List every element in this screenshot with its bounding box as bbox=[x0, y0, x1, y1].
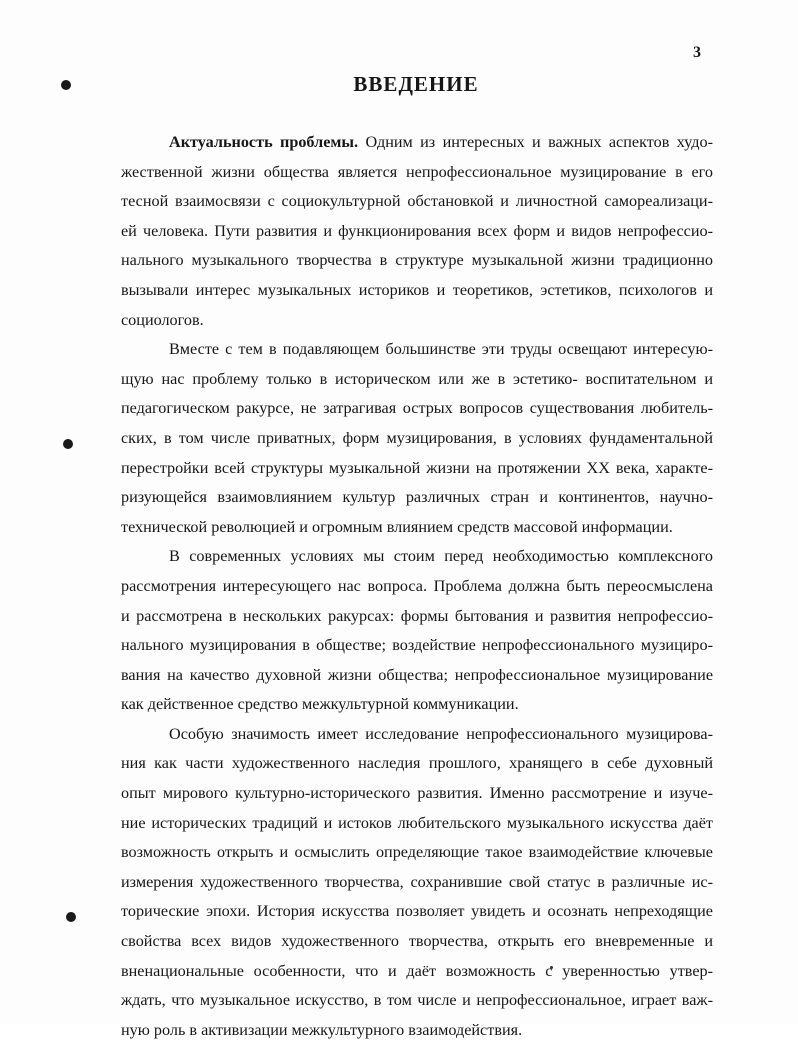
paragraph-lead: Актуальность проблемы. bbox=[169, 133, 359, 151]
text-line: торические эпохи. История искусства позволяет увидеть и осознать непреходящие bbox=[121, 902, 713, 921]
text-line: возможность открыть и осмыслить определяющие такое взаимодействие ключевые bbox=[121, 843, 713, 862]
text-line: ских, в том числе приватных, форм музицирования, в условиях фундаментальной bbox=[121, 428, 713, 447]
text-line: Вместе с тем в подавляющем большинстве эти труды освещают интересую- bbox=[169, 340, 713, 359]
text-line: жественной жизни общества является непрофессиональное музицирование в его bbox=[121, 162, 713, 181]
text-line: и рассмотрена в нескольких ракурсах: формы бытования и развития непрофессио- bbox=[121, 606, 713, 625]
text-line: перестройки всей структуры музыкальной жизни на протяжении XX века, характе- bbox=[121, 458, 713, 477]
text-line: ей человека. Пути развития и функционирования всех форм и видов непрофессио- bbox=[121, 221, 713, 240]
binder-hole-mark bbox=[63, 439, 73, 449]
text-line: щую нас проблему только в историческом или же в эстетико- воспитательном и bbox=[121, 369, 713, 388]
text-line: Актуальность проблемы. Одним из интересных и важных аспектов худо- bbox=[169, 133, 713, 151]
text-line: ждать, что музыкальное искусство, в том числе и непрофессиональное, играет важ- bbox=[121, 991, 713, 1010]
text-line: ния как части художественного наследия прошлого, хранящего в себе духовный bbox=[121, 754, 713, 773]
text-line: ризующейся взаимовлиянием культур различных стран и континентов, научно- bbox=[121, 488, 713, 507]
page-number: 3 bbox=[693, 44, 701, 61]
text-line: В современных условиях мы стоим перед необходимостью комплексного bbox=[169, 547, 713, 566]
binder-hole-mark bbox=[66, 912, 76, 922]
text-line: свойства всех видов художественного творчества, открыть его вневременные и bbox=[121, 932, 713, 951]
page-title: ВВЕДЕНИЕ bbox=[353, 72, 479, 96]
text-line: технической революцией и огромным влиянием средств массовой информации. bbox=[121, 517, 673, 536]
text-line: ную роль в активизации межкультурного взаимодействия. bbox=[121, 1020, 523, 1039]
text-line: Особую значимость имеет исследование непрофессионального музицирова- bbox=[169, 724, 713, 743]
text-line: нального музыкального творчества в структуре музыкальной жизни традиционно bbox=[121, 251, 713, 270]
text-line: вызывали интерес музыкальных историков и теоретиков, эстетиков, психологов и bbox=[121, 280, 713, 299]
text-line: нального музицирования в обществе; воздействие непрофессионального музициро- bbox=[121, 636, 713, 655]
text-line: вненациональные особенности, что и даёт возможность с уверенностью утвер- bbox=[121, 961, 713, 980]
text-line: рассмотрения интересующего нас вопроса. Проблема должна быть переосмыслена bbox=[121, 576, 713, 595]
body-text bbox=[121, 128, 713, 1045]
text-line: вания на качество духовной жизни общества; непрофессиональное музицирование bbox=[121, 665, 713, 684]
text-line: педагогическом ракурсе, не затрагивая острых вопросов существования любитель- bbox=[121, 399, 713, 418]
text-line: как действенное средство межкультурной коммуникации. bbox=[121, 695, 519, 714]
text-line: ние исторических традиций и истоков любительского музыкального искусства даёт bbox=[121, 813, 713, 832]
text-line: тесной взаимосвязи с социокультурной обстановкой и личностной самореализаци- bbox=[121, 192, 713, 211]
text-line: измерения художественного творчества, сохранившие свой статус в различные ис- bbox=[121, 872, 713, 891]
text-line: социологов. bbox=[121, 310, 204, 329]
text-line: опыт мирового культурно-исторического развития. Именно рассмотрение и изуче- bbox=[121, 784, 713, 803]
